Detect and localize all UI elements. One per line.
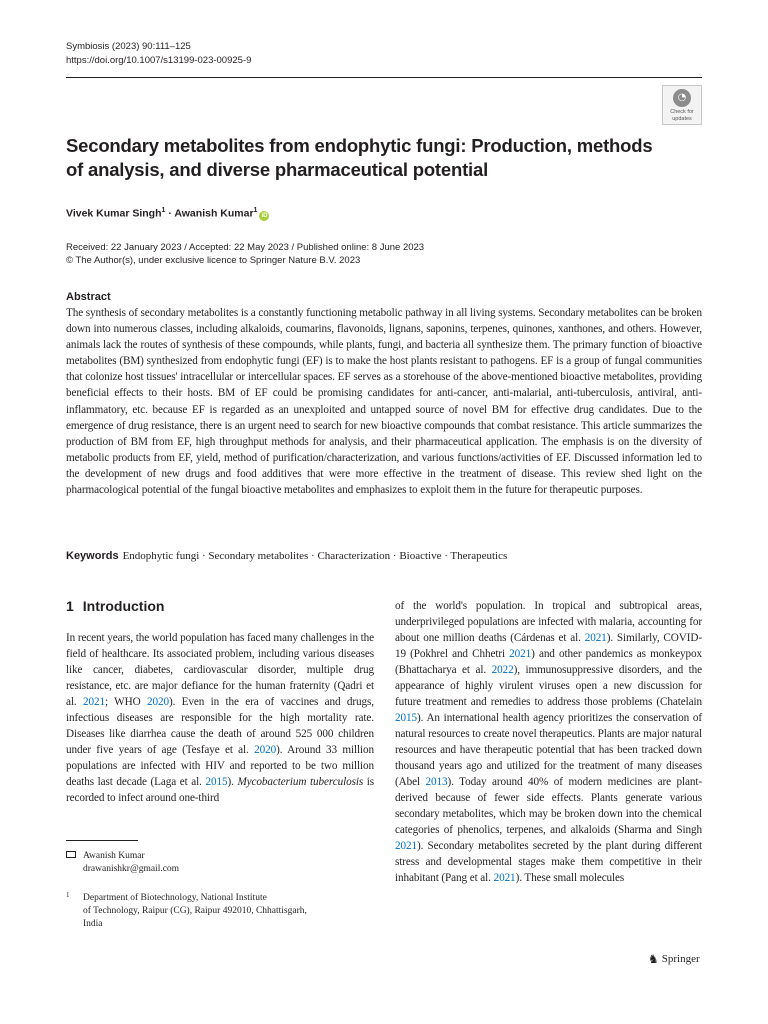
affiliation-mark: 1 [161,207,166,214]
affiliation-number: 1 [66,891,70,899]
received-line: Received: 22 January 2023 / Accepted: 22 May 2023 / Published online: 8 June 2023 [66,242,425,253]
corresponding-email[interactable]: drawanishkr@gmail.com [83,864,180,874]
citation-link[interactable]: 2015 [395,712,417,724]
intro-right-column: of the world's population. In tropical and subtropical areas, underprivileged populations are infected with malaria, accounting for about one million deaths (Cárdenas et al. 2021). Similarly, COVID-19 (Pokhrel and Chhetri 2021) and other pandemics as monkeypox (Bhattacharya et al. 2022), immunosuppressive disorders, and the appearance of highly virulent viruses open a new discussion for future treatment and remedies to address those problems (Chatelain 2015). An international health agency prioritizes the conservation of natural resources to create novel therapeutics. Plants are major natural resources and have therapeutic potential that has been tracked down thousand years ago and utilized for the treatment of many diseases (Abel 2013). Today around 40% of modern medicines are plant-derived because of fewer side effects. Plants generate various secondary metabolites, which may be broken down into the chemical categories of phenolics, terpenes, and alkaloids (Sharma and Singh 2021). Secondary metabolites secreted by the plant during different stress and developmental stages make them competitive in their inhabitant (Pang et al. 2021). These small molecules [395,600,703,884]
envelope-icon [66,851,76,858]
check-updates-line1: Check for [670,109,694,115]
species-name: Mycobacterium tuberculosis [237,776,364,788]
publisher-logo [648,952,700,966]
abstract-heading: Abstract [66,291,111,303]
article-meta [66,40,251,68]
keywords [66,549,507,563]
orcid-icon[interactable]: iD [261,212,268,219]
corresponding-author [66,850,179,876]
citation-link[interactable]: 2021 [493,872,516,884]
abstract-text: The synthesis of secondary metabolites is a constantly functioning metabolic pathway in all living systems. Secondary metabolites can be broken down into numerous classes, including alkaloids, coumarins, flavonoids, lignans, saponins, terpenes, quinones, xanthones, and others. However, animals lack the routes of synthesis of these compounds, while plants, fungi, and bacteria all synthesize them. The primary function of bioactive metabolites (BM) synthesized from endophytic fungi (EF) is to make the host plants resistant to pathogens. EF is a group of fungal communities that colonize host tissues' intracellular or intercellular spaces. EF serves as a storehouse of the above-mentioned bioactive metabolites, providing beneficial effects to their hosts. BM of EF could be promising candidates for anti-cancer, anti-malarial, anti-tuberculosis, antiviral, anti-inflammatory, etc. because EF is regarded as an unexploited and untapped source of novel BM for effective drug candidates. Due to the emergence of drug resistance, there is an urgent need to search for new bioactive compounds that combat resistance. This article summarizes the production of BM from EF, high throughput methods for analysis, and their pharmaceutical application. The emphasis is on the diversity of metabolic products from EF, yield, method of purification/characterization, and various functions/activities of EF. Discussed information led to the development of new drugs and food additives that were more effective in the treatment of disease. This review shed light on the pharmacological potential of the fungal bioactive metabolites and emphasizes to exploit them in the future for therapeutic purposes. [66,307,702,497]
intro-left-column: In recent years, the world population has faced many challenges in the field of healthcare. Its associated problem, including various diseases like cancer, diabetes, cardiovascular disorder, multiple drug resistance, etc. are major defiance for the human fraternity (Qadri et al. 2021; WHO 2020). Even in the era of vaccines and drugs, infectious diseases are responsible for the high mortality rate. Diseases like diarrhea cause the death of around 525 000 children under five years of age (Tesfaye et al. 2020). Around 33 million populations are infected with HIV and reported to be two million deaths last decade (Laga et al. 2015). Mycobacterium tuberculosis is recorded to infect around one-third [66,632,375,804]
citation-link[interactable]: 2021 [395,840,417,852]
journal-citation: Symbiosis (2023) 90:111–125 [66,41,191,52]
author-name[interactable]: Awanish Kumar [174,207,254,220]
citation-link[interactable]: 2022 [491,664,514,676]
publisher-name: Springer [661,953,700,965]
affiliation: 1 Department of Biotechnology, National Institute of Technology, Raipur (CG), Raipur 492010, Chhattisgarh, India [66,891,307,929]
author-list [66,204,269,221]
citation-link[interactable]: 2021 [584,632,607,644]
springer-horse-icon: ♞ [648,952,659,966]
copyright-line: © The Author(s), under exclusive licence to Springer Nature B.V. 2023 [66,255,361,266]
check-updates-line2: updates [672,115,692,122]
article-title: Secondary metabolites from endophytic fungi: Production, methods of analysis, and diverse pharmaceutical potential [66,135,653,180]
publication-dates [66,241,424,267]
citation-link[interactable]: 2020 [146,696,169,708]
citation-link[interactable]: 2021 [509,648,532,660]
header-rule [66,77,702,78]
affiliation-mark: 1 [253,207,258,214]
check-updates-icon: ◔ [673,89,691,107]
footnote-rule [66,840,138,841]
section-number: 1 [66,598,74,614]
section-title: Introduction [82,598,165,614]
check-for-updates-badge[interactable] [662,85,702,125]
citation-link[interactable]: 2013 [425,776,448,788]
author-name[interactable]: Vivek Kumar Singh [66,207,162,220]
section-heading [66,597,164,615]
citation-link[interactable]: 2020 [254,744,277,756]
keywords-list: Endophytic fungi · Secondary metabolites · Characterization · Bioactive · Therapeutics [122,550,508,562]
author-separator: · [165,207,175,220]
keywords-label: Keywords [66,550,119,562]
corresponding-name: Awanish Kumar [83,851,145,861]
doi-link[interactable]: https://doi.org/10.1007/s13199-023-00925-9 [66,55,252,66]
citation-link[interactable]: 2015 [205,776,228,788]
citation-link[interactable]: 2021 [82,696,105,708]
